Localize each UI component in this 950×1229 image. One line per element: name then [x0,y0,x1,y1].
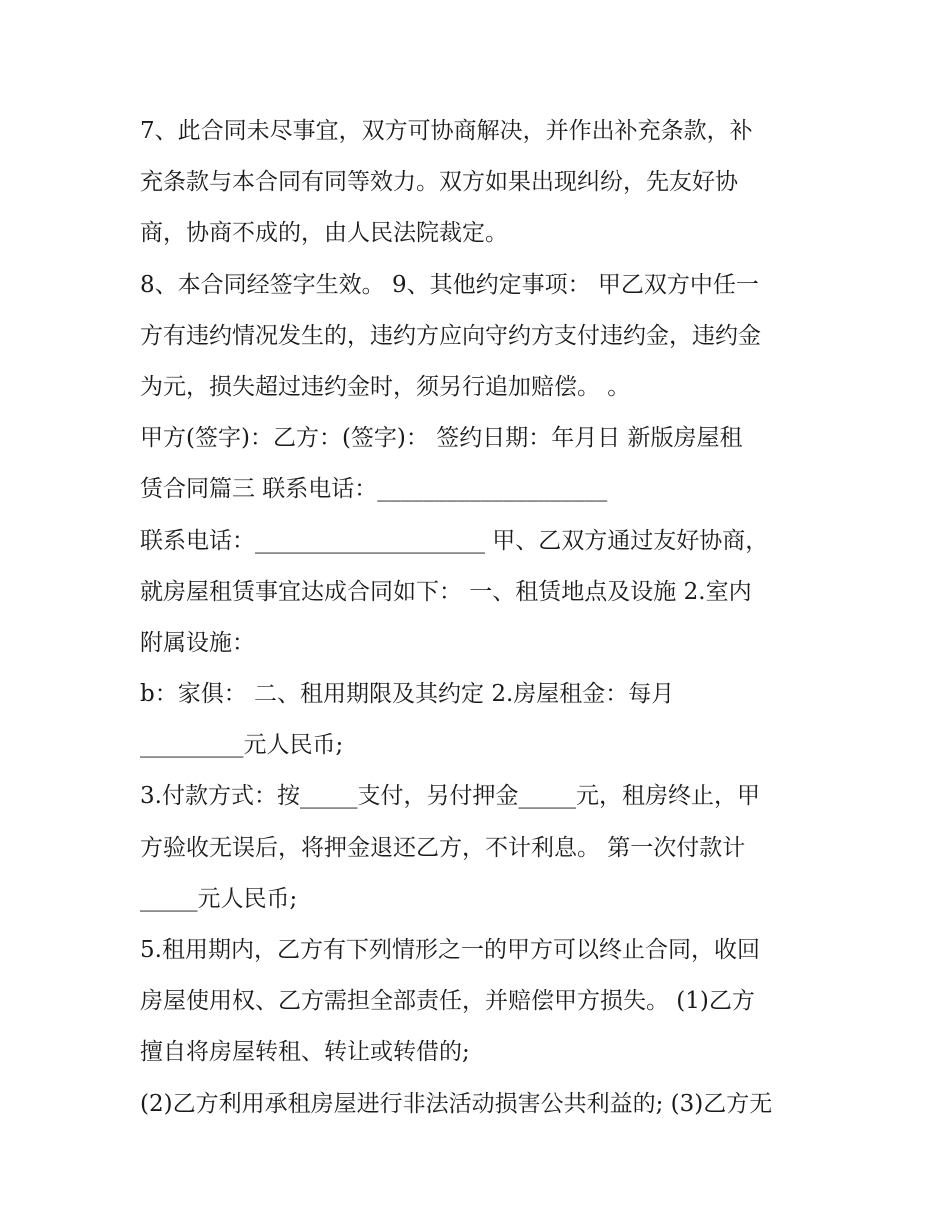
document-body [140,106,830,1130]
text-line: 联系电话：____________________ 甲、乙双方通过友好协商， [140,527,769,554]
text-line: 3.付款方式：按_____支付，另付押金_____元，租房终止，甲 [140,783,760,810]
text-line: 方有违约情况发生的，违约方应向守约方支付违约金，违约金 [140,322,761,349]
text-line: 赁合同篇三 联系电话：____________________ [140,476,608,503]
text-line: 8、本合同经签字生效。 9、其他约定事项： 甲乙双方中任一 [140,271,759,298]
text-line: (2)乙方利用承租房屋进行非法活动损害公共利益的; (3)乙方无 [140,1090,773,1117]
text-line: 7、此合同未尽事宜，双方可协商解决，并作出补充条款，补 [140,118,753,144]
text-line: b：家俱： 二、租用期限及其约定 2.房屋租金：每月 [140,681,675,708]
text-line: 充条款与本合同有同等效力。双方如果出现纠纷，先友好协 [140,169,738,196]
text-line: 为元，损失超过违约金时，须另行追加赔偿。 。 [140,373,631,400]
text-line: 5.租用期内，乙方有下列情形之一的甲方可以终止合同，收回 [140,937,760,963]
text-line: 商，协商不成的，由人民法院裁定。 [140,220,508,247]
text-line: 就房屋租赁事宜达成合同如下： 一、租赁地点及设施 2.室内 [140,578,752,605]
text-line: 方验收无误后，将押金退还乙方，不计利息。 第一次付款计 [140,834,746,861]
text-line: 擅自将房屋转租、转让或转借的; [140,1039,470,1066]
text-line: _____元人民币; [140,885,298,912]
text-line: _________元人民币; [140,732,344,759]
text-line: 甲方(签字)：乙方：(签字)： 签约日期：年月日 新版房屋租 [140,425,743,452]
text-line: 附属设施： [140,629,255,656]
text-line: 房屋使用权、乙方需担全部责任，并赔偿甲方损失。 (1)乙方 [140,988,755,1015]
